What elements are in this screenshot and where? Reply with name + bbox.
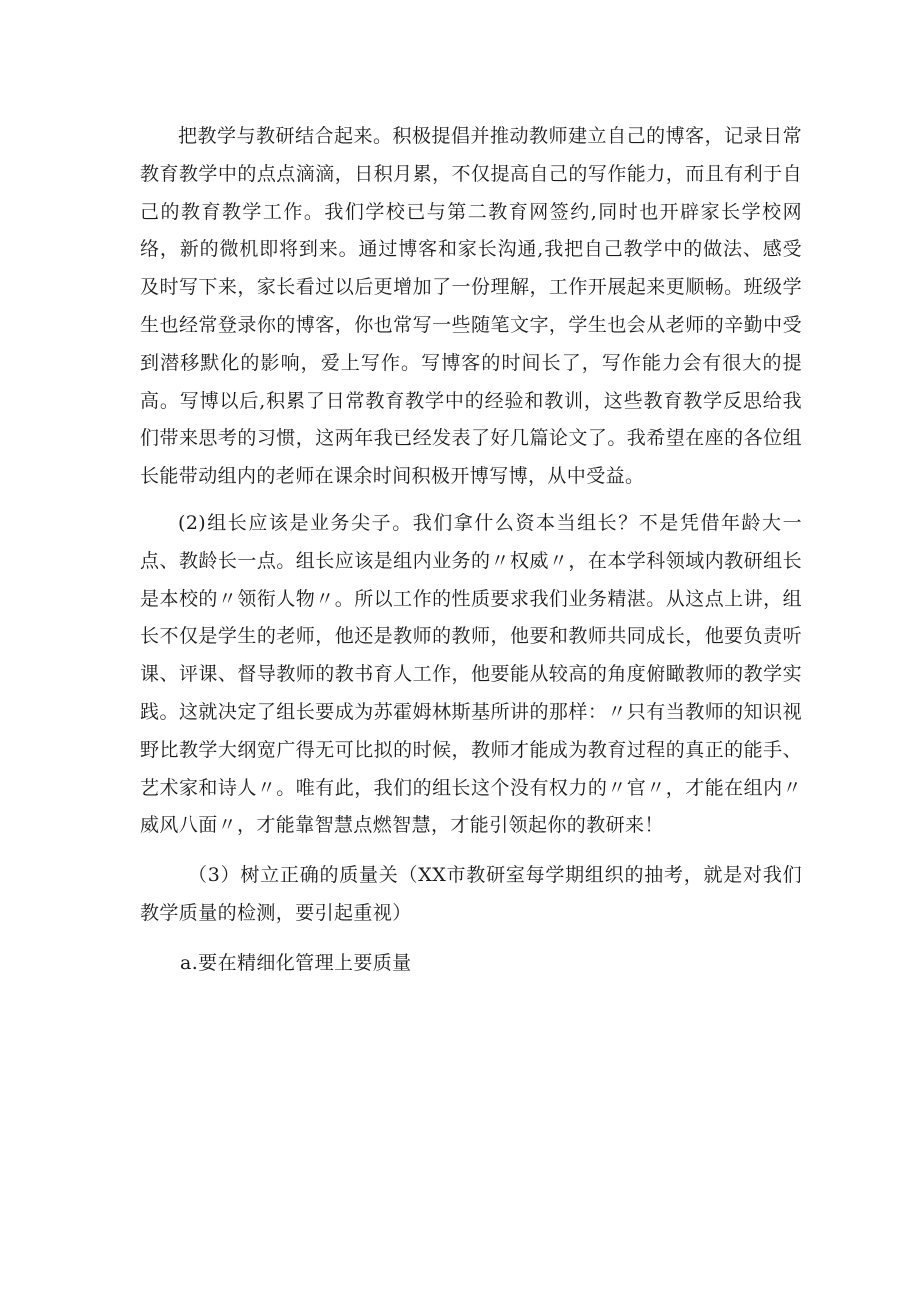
document-page — [140, 118, 802, 983]
paragraph-quality: （3）树立正确的质量关（XX市教研室每学期组织的抽考，就是对我们教学质量的检测，要引起重视） — [140, 864, 802, 924]
paragraph-blog: 把教学与教研结合起来。积极提倡并推动教师建立自己的博客，记录日常教育教学中的点点滴滴，日积月累，不仅提高自己的写作能力，而且有利于自己的教育教学工作。我们学校已与第二教育网签约,同时也开辟家长学校网络，新的微机即将到来。通过博客和家长沟通,我把自己教学中的做法、感受及时写下来，家长看过以后更增加了一份理解，工作开展起来更顺畅。班级学生也经常登录你的博客，你也常写一些随笔文字，学生也会从老师的辛勤中受到潜移默化的影响，爱上写作。写博客的时间长了，写作能力会有很大的提高。写博以后,积累了日常教育教学中的经验和教训，这些教育教学反思给我们带来思考的习惯，这两年我已经发表了好几篇论文了。我希望在座的各位组长能带动组内的老师在课余时间积极开博写博，从中受益。 — [140, 125, 802, 488]
subheading-refined-management: a.要在精细化管理上要质量 — [180, 951, 412, 974]
paragraph-leader-expert: (2)组长应该是业务尖子。我们拿什么资本当组长？不是凭借年龄大一点、教龄长一点。组长应该是组内业务的〃权威〃，在本学科领域内教研组长是本校的〃领衔人物〃。所以工作的性质要求我们业务精湛。从这点上讲，组长不仅是学生的老师，他还是教师的教师，他要和教师共同成长，他要负责听课、评课、督导教师的教书育人工作，他要能从较高的角度俯瞰教师的教学实践。这就决定了组长要成为苏霍姆林斯基所讲的那样：〃只有当教师的知识视野比教学大纲宽广得无可比拟的时候，教师才能成为教育过程的真正的能手、艺术家和诗人〃。唯有此，我们的组长这个没有权力的〃官〃，才能在组内〃威风八面〃，才能靠智慧点燃智慧，才能引领起你的教研来！ — [140, 511, 802, 837]
